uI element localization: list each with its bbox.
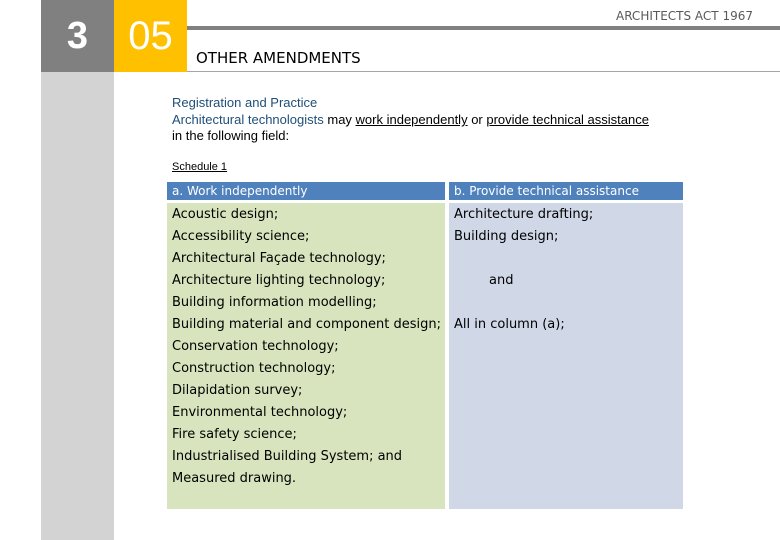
header-rule	[187, 26, 780, 30]
list-item: Dilapidation survey;	[172, 383, 303, 398]
column-b-header: b. Provide technical assistance	[449, 182, 683, 200]
column-a-body	[167, 203, 445, 509]
list-item: Conservation technology;	[172, 339, 339, 354]
list-item: Fire safety science;	[172, 427, 297, 442]
list-item: Accessibility science;	[172, 229, 310, 244]
intro-paragraph	[172, 112, 692, 144]
list-item: Building information modelling;	[172, 295, 377, 310]
list-item: Architecture drafting;	[454, 207, 594, 222]
intro-option-a: work independently	[355, 112, 468, 127]
list-item: Architecture lighting technology;	[172, 273, 386, 288]
column-a-header: a. Work independently	[167, 182, 445, 200]
list-item: Building design;	[454, 229, 559, 244]
list-item: All in column (a);	[454, 317, 565, 332]
list-item: Acoustic design;	[172, 207, 279, 222]
list-item: Building material and component design;	[172, 317, 442, 332]
subheading: Registration and Practice	[172, 95, 318, 110]
intro-text: or	[467, 112, 487, 127]
list-item: Environmental technology;	[172, 405, 348, 420]
column-b-body	[449, 203, 683, 509]
section-title: OTHER AMENDMENTS	[196, 49, 361, 67]
intro-text: in the following field:	[172, 128, 290, 143]
list-item: Construction technology;	[172, 361, 336, 376]
list-item: Industrialised Building System; and	[172, 449, 403, 464]
act-title: ARCHITECTS ACT 1967	[615, 9, 753, 23]
list-item: Architectural Façade technology;	[172, 251, 386, 266]
list-item: Measured drawing.	[172, 471, 297, 486]
chapter-number: 3	[41, 0, 114, 72]
spacer	[454, 292, 683, 314]
section-number: 05	[114, 0, 187, 72]
schedule-label: Schedule 1	[172, 161, 228, 173]
header-underline	[187, 71, 780, 72]
intro-subject: Architectural technologists	[172, 112, 324, 127]
intro-option-b: provide technical assistance	[486, 112, 649, 127]
left-sidebar-strip	[41, 0, 114, 540]
intro-text: may	[323, 112, 356, 127]
spacer	[454, 248, 683, 270]
list-item: and	[489, 273, 514, 288]
